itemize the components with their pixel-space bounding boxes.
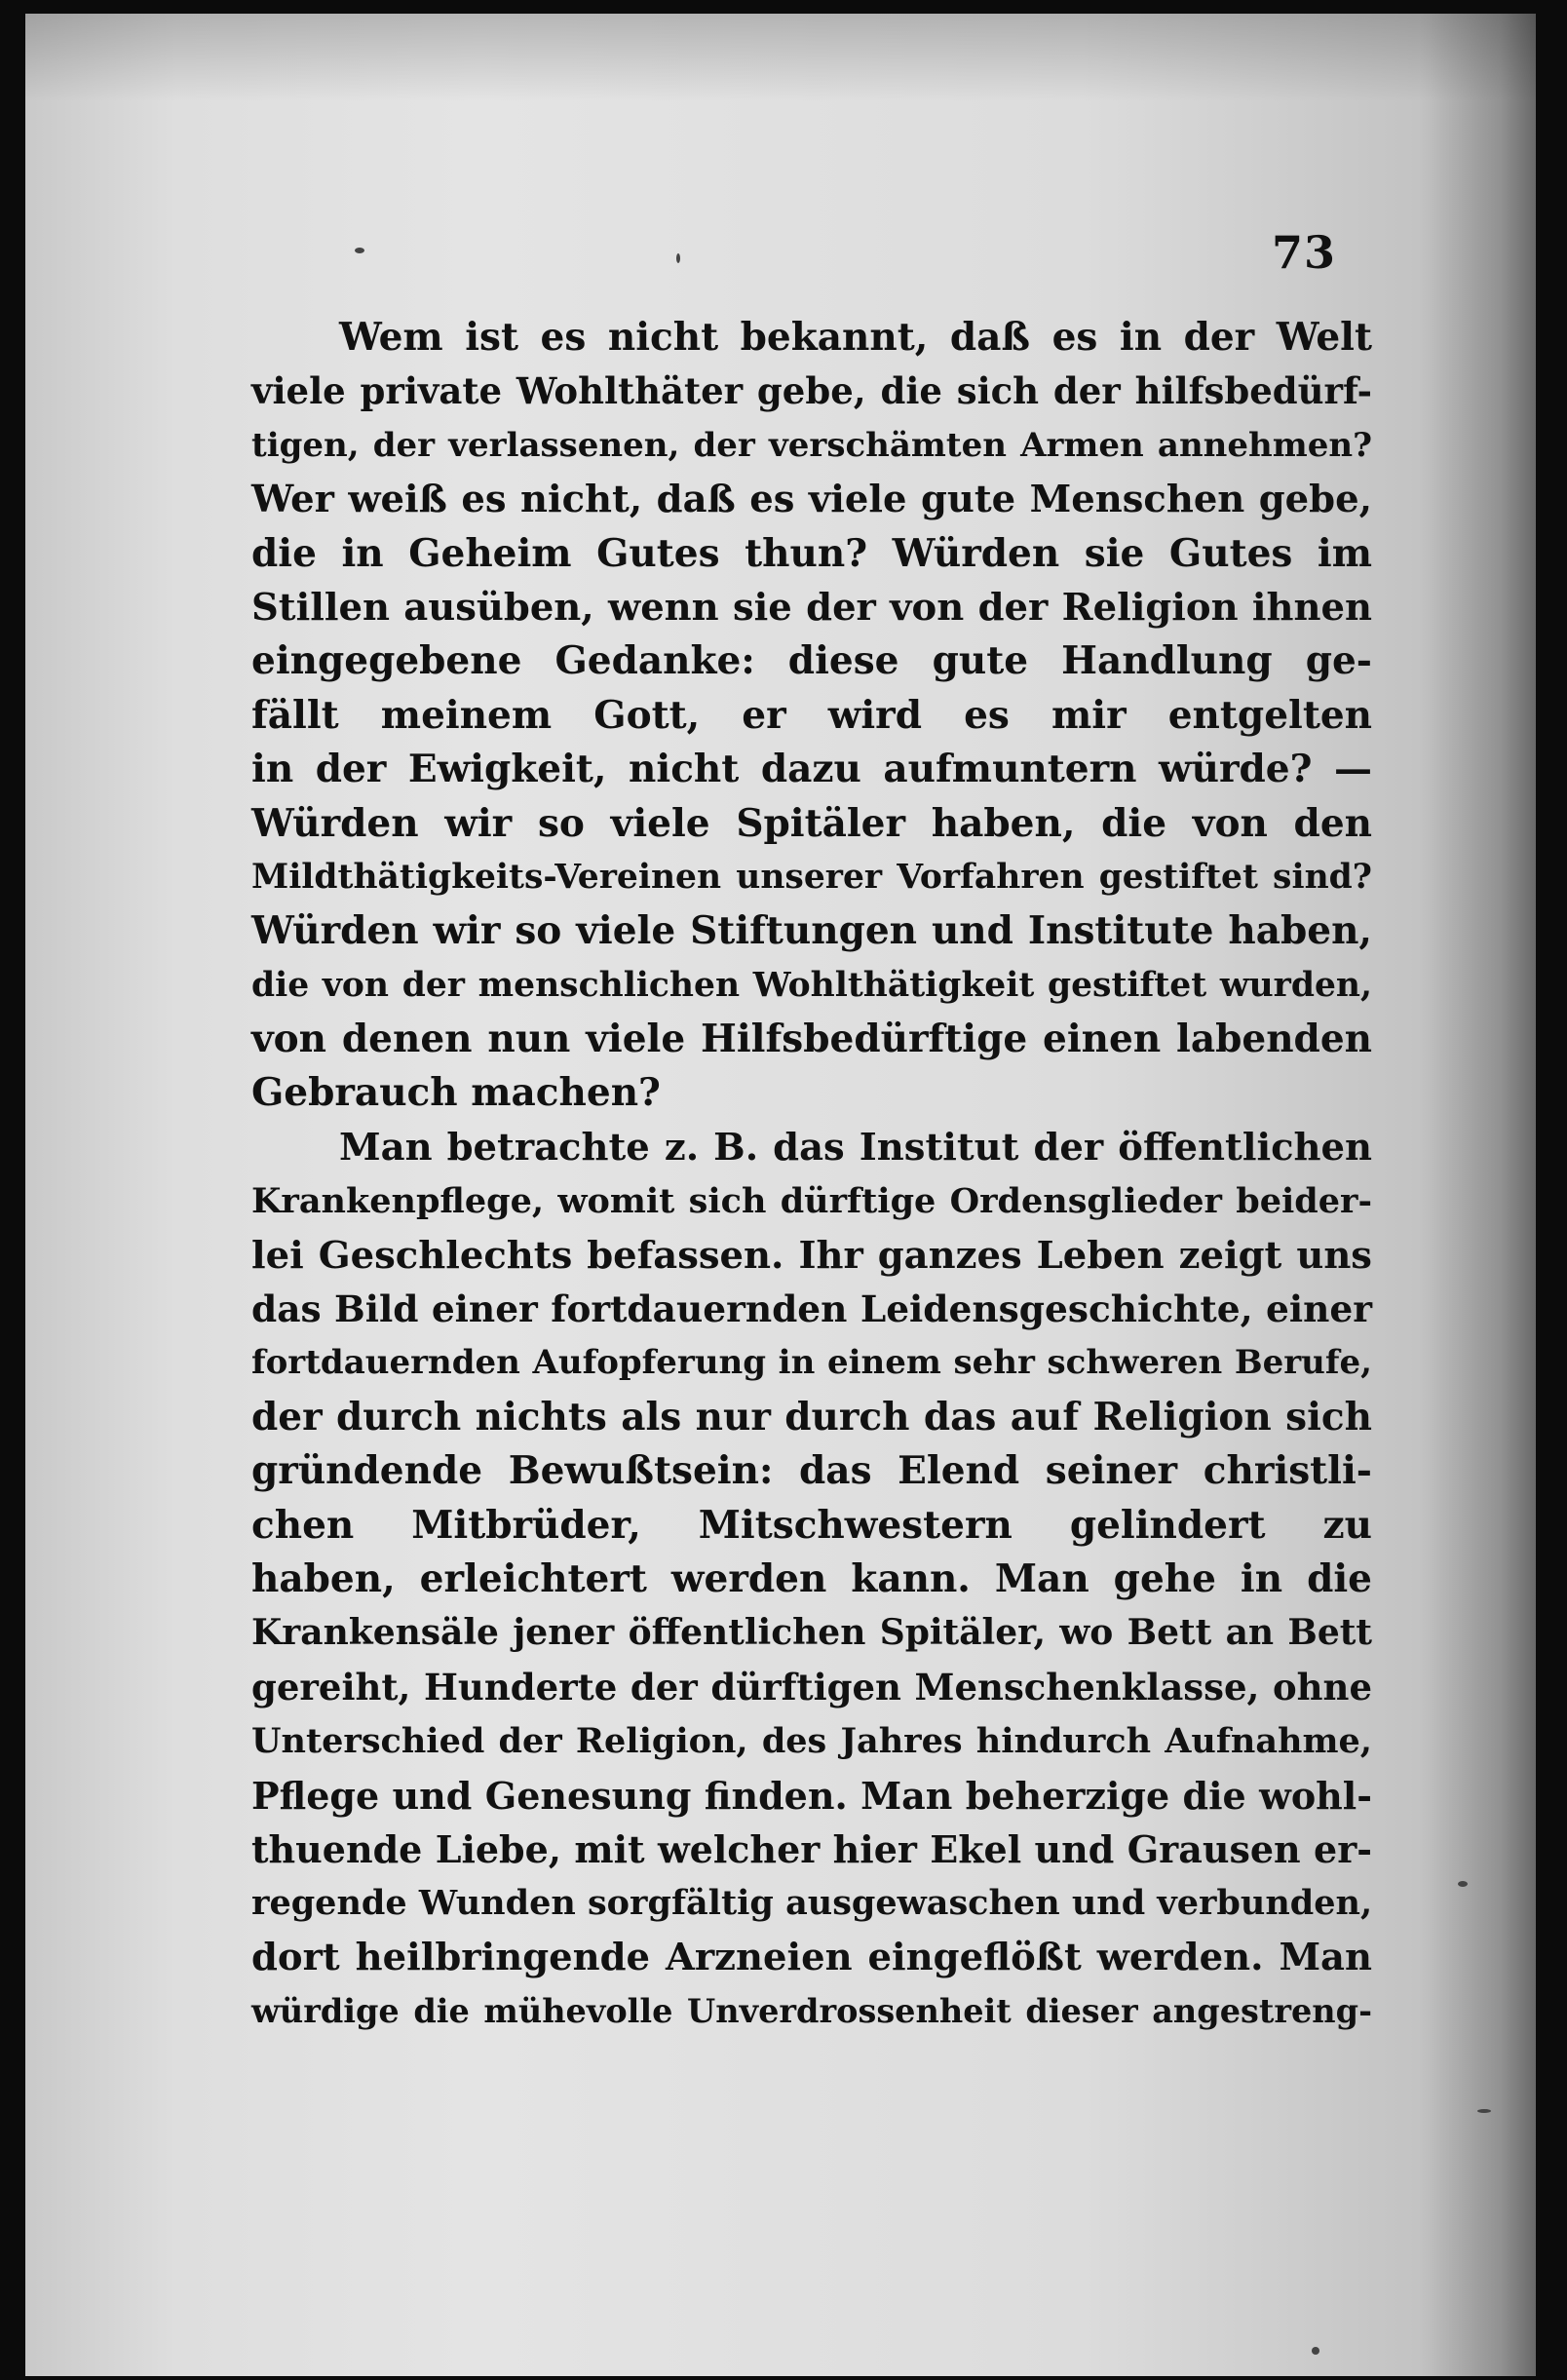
dust-speck bbox=[1477, 2109, 1491, 2113]
text-line: Krankensäle jener öffentlichen Spitäler, wo Bett an Bett bbox=[251, 1612, 1372, 1654]
text-line: chen Mitbrüder, Mitschwestern gelindert zu bbox=[251, 1502, 1372, 1548]
text-line: Würden wir so viele Spitäler haben, die von den bbox=[251, 800, 1372, 846]
text-line: eingegebene Gedanke: diese gute Handlung ge- bbox=[251, 638, 1372, 684]
text-line: Pflege und Genesung finden. Man beherzige die wohl- bbox=[251, 1773, 1372, 1818]
text-line: in der Ewigkeit, nicht dazu aufmuntern würde? — bbox=[251, 747, 1372, 792]
text-line: fortdauernden Aufopferung in einem sehr schweren Berufe, bbox=[251, 1343, 1372, 1383]
text-line: Wem ist es nicht bekannt, daß es in der Welt bbox=[339, 315, 1372, 360]
dust-speck bbox=[1458, 1881, 1468, 1887]
text-line: gründende Bewußtsein: das Elend seiner christli- bbox=[251, 1448, 1372, 1494]
dust-speck bbox=[676, 253, 680, 263]
text-line: die in Geheim Gutes thun? Würden sie Gutes im bbox=[251, 530, 1372, 576]
book-page bbox=[25, 14, 1536, 2376]
text-line: Mildthätigkeits-Vereinen unserer Vorfahren gestiftet sind? bbox=[251, 857, 1372, 897]
page-number: 73 bbox=[1271, 226, 1336, 279]
page-top-shadow bbox=[25, 14, 1536, 101]
dust-speck bbox=[355, 248, 364, 253]
text-line: Wer weiß es nicht, daß es viele gute Menschen gebe, bbox=[251, 478, 1372, 522]
text-line: Würden wir so viele Stiftungen und Institute haben, bbox=[251, 908, 1372, 954]
text-line: haben, erleichtert werden kann. Man gehe in die bbox=[251, 1555, 1372, 1601]
text-line: fällt meinem Gott, er wird es mir entgelten bbox=[251, 692, 1372, 738]
text-line: regende Wunden sorgfältig ausgewaschen und verbunden, bbox=[251, 1883, 1373, 1924]
text-line: von denen nun viele Hilfsbedürftige einen labenden bbox=[251, 1017, 1372, 1062]
text-line: Unterschied der Religion, des Jahres hindurch Aufnahme, bbox=[251, 1721, 1372, 1762]
text-line: dort heilbringende Arzneien eingeflößt werden. Man bbox=[251, 1935, 1372, 1979]
dust-speck bbox=[1312, 2347, 1319, 2355]
text-line: Man betrachte z. B. das Institut der öffentlichen bbox=[339, 1125, 1372, 1170]
text-line: thuende Liebe, mit welcher hier Ekel und Grausen er- bbox=[251, 1826, 1372, 1871]
text-line: das Bild einer fortdauernden Leidensgeschichte, einer bbox=[251, 1287, 1372, 1331]
text-line: Krankenpflege, womit sich dürftige Ordensglieder beider- bbox=[251, 1181, 1372, 1222]
text-line: Gebrauch machen? bbox=[251, 1070, 661, 1116]
body-text bbox=[251, 311, 1372, 2039]
text-line: die von der menschlichen Wohlthätigkeit gestiftet wurden, bbox=[251, 965, 1372, 1005]
text-line: gereiht, Hunderte der dürftigen Menschenklasse, ohne bbox=[251, 1665, 1372, 1708]
page-gutter-shadow bbox=[1419, 14, 1536, 2376]
text-line: lei Geschlechts befassen. Ihr ganzes Leben zeigt uns bbox=[251, 1233, 1372, 1278]
text-line: viele private Wohlthäter gebe, die sich der hilfsbedürf- bbox=[251, 369, 1372, 413]
text-line: der durch nichts als nur durch das auf Religion sich bbox=[251, 1394, 1372, 1440]
text-line: würdige die mühevolle Unverdrossenheit dieser angestreng- bbox=[251, 1992, 1372, 2031]
text-line: Stillen ausüben, wenn sie der von der Religion ihnen bbox=[251, 585, 1372, 630]
text-line: tigen, der verlassenen, der verschämten Armen annehmen? bbox=[251, 425, 1372, 465]
